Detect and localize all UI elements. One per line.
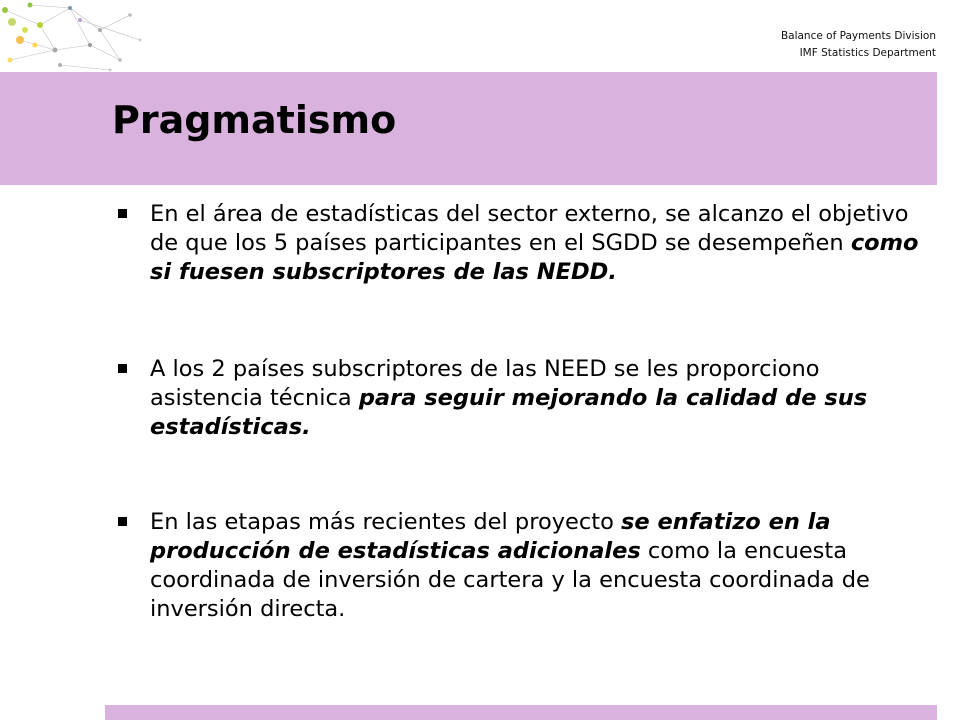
slide-title: Pragmatismo xyxy=(112,98,397,142)
bullet-text-run: como la encuesta coordinada de inversión de cartera y la encuesta coordinada de inversión directa. xyxy=(150,538,870,622)
bullet-list xyxy=(108,200,923,624)
bullet-text-run: En las etapas más recientes del proyecto xyxy=(150,509,621,535)
bullet-emphasis-run: se enfatizo en la producción de estadísticas adicionales xyxy=(150,509,831,564)
footer-band xyxy=(105,705,937,720)
division-name: Balance of Payments Division xyxy=(780,30,936,42)
bullet-text-run: En el área de estadísticas del sector externo, se alcanzo el objetivo de que los 5 países participantes en el SGDD se desempeñen xyxy=(150,201,909,256)
bullet-item xyxy=(108,200,923,287)
bullet-text xyxy=(150,509,870,622)
department-name: IMF Statistics Department xyxy=(799,47,936,59)
bullet-text xyxy=(150,356,867,440)
network-logo xyxy=(0,0,150,80)
bullet-emphasis-run: para seguir mejorando la calidad de sus estadísticas. xyxy=(150,385,868,440)
bullet-item xyxy=(108,508,923,624)
bullet-emphasis-run: como si fuesen subscriptores de las NEDD. xyxy=(150,230,919,285)
header-department-info xyxy=(781,28,936,62)
square-bullet-icon xyxy=(118,517,127,526)
title-band xyxy=(0,72,937,185)
bullet-text-run: A los 2 países subscriptores de las NEED se les proporciono asistencia técnica xyxy=(150,356,820,411)
bullet-text xyxy=(150,201,919,285)
bullet-item xyxy=(108,355,923,442)
square-bullet-icon xyxy=(118,364,127,373)
square-bullet-icon xyxy=(118,209,127,218)
